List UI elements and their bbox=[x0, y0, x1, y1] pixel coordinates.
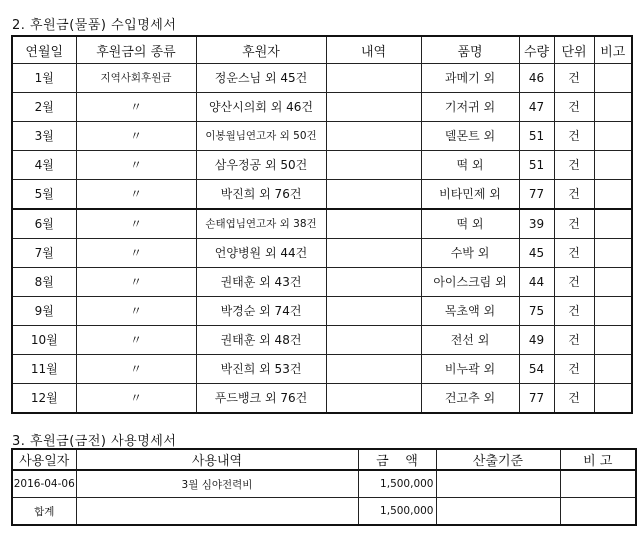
cell-note bbox=[594, 297, 632, 326]
cell-month: 8월 bbox=[12, 268, 76, 297]
cell-basis bbox=[436, 470, 560, 498]
cell-type: 〃 bbox=[76, 384, 196, 414]
cell-donor: 박경순 외 74건 bbox=[196, 297, 326, 326]
cell-unit: 건 bbox=[554, 151, 594, 180]
table-row bbox=[12, 470, 636, 498]
cell-item: 전선 외 bbox=[421, 326, 519, 355]
cell-month: 11월 bbox=[12, 355, 76, 384]
table-row bbox=[12, 180, 632, 210]
cell-qty: 49 bbox=[519, 326, 554, 355]
header-detail: 내역 bbox=[326, 36, 421, 64]
cell-detail bbox=[326, 384, 421, 414]
cell-item: 비누곽 외 bbox=[421, 355, 519, 384]
cell-item: 목초액 외 bbox=[421, 297, 519, 326]
cell-detail bbox=[326, 180, 421, 210]
cell-qty: 77 bbox=[519, 180, 554, 210]
cell-detail bbox=[326, 355, 421, 384]
cell-unit: 건 bbox=[554, 239, 594, 268]
cell-usage: 3월 심야전력비 bbox=[76, 470, 358, 498]
cell-qty: 46 bbox=[519, 64, 554, 93]
cell-note bbox=[594, 64, 632, 93]
cell-detail bbox=[326, 239, 421, 268]
cell-item: 떡 외 bbox=[421, 209, 519, 239]
table-row bbox=[12, 297, 632, 326]
cell-donor: 박진희 외 53건 bbox=[196, 355, 326, 384]
cell-type: 〃 bbox=[76, 326, 196, 355]
cell-detail bbox=[326, 326, 421, 355]
cell-month: 12월 bbox=[12, 384, 76, 414]
cell-item: 수박 외 bbox=[421, 239, 519, 268]
cell-type: 〃 bbox=[76, 297, 196, 326]
table-row bbox=[12, 122, 632, 151]
cell-unit: 건 bbox=[554, 268, 594, 297]
cell-month: 1월 bbox=[12, 64, 76, 93]
cell-donor: 권태훈 외 43건 bbox=[196, 268, 326, 297]
cell-item: 비타민제 외 bbox=[421, 180, 519, 210]
cell-note bbox=[594, 326, 632, 355]
cell-item: 떡 외 bbox=[421, 151, 519, 180]
cell-note bbox=[594, 355, 632, 384]
cell-donor: 양산시의회 외 46건 bbox=[196, 93, 326, 122]
cell-month: 2월 bbox=[12, 93, 76, 122]
table-row bbox=[12, 93, 632, 122]
cell-basis bbox=[436, 498, 560, 526]
cell-qty: 75 bbox=[519, 297, 554, 326]
cell-month: 3월 bbox=[12, 122, 76, 151]
table-header-row bbox=[12, 449, 636, 470]
cell-month: 9월 bbox=[12, 297, 76, 326]
cell-item: 아이스크림 외 bbox=[421, 268, 519, 297]
cell-detail bbox=[326, 297, 421, 326]
table-row bbox=[12, 151, 632, 180]
cell-month: 4월 bbox=[12, 151, 76, 180]
cell-unit: 건 bbox=[554, 209, 594, 239]
cell-note bbox=[594, 268, 632, 297]
header-usage: 사용내역 bbox=[76, 449, 358, 470]
cell-type: 〃 bbox=[76, 93, 196, 122]
cell-item: 건고추 외 bbox=[421, 384, 519, 414]
cell-type: 〃 bbox=[76, 355, 196, 384]
cell-detail bbox=[326, 64, 421, 93]
cell-detail bbox=[326, 93, 421, 122]
cell-detail bbox=[326, 268, 421, 297]
cell-item: 기저귀 외 bbox=[421, 93, 519, 122]
usage-section-title: 3. 후원금(금전) 사용명세서 bbox=[12, 434, 177, 449]
header-type: 후원금의 종류 bbox=[76, 36, 196, 64]
cell-note bbox=[594, 239, 632, 268]
table-row bbox=[12, 64, 632, 93]
cell-item: 델몬트 외 bbox=[421, 122, 519, 151]
cell-note bbox=[594, 384, 632, 414]
cell-note bbox=[560, 498, 636, 526]
cell-qty: 51 bbox=[519, 122, 554, 151]
cell-note bbox=[594, 209, 632, 239]
cell-month: 5월 bbox=[12, 180, 76, 210]
table-row bbox=[12, 355, 632, 384]
header-amount: 금 액 bbox=[358, 449, 436, 470]
cell-month: 7월 bbox=[12, 239, 76, 268]
cell-detail bbox=[326, 209, 421, 239]
cell-qty: 44 bbox=[519, 268, 554, 297]
table-row bbox=[12, 268, 632, 297]
header-donor: 후원자 bbox=[196, 36, 326, 64]
cell-note bbox=[594, 122, 632, 151]
table-row bbox=[12, 384, 632, 414]
cell-date: 2016-04-06 bbox=[12, 470, 76, 498]
cell-qty: 39 bbox=[519, 209, 554, 239]
table-row bbox=[12, 239, 632, 268]
cell-month: 10월 bbox=[12, 326, 76, 355]
cell-type: 〃 bbox=[76, 268, 196, 297]
cell-note bbox=[594, 93, 632, 122]
cell-type: 〃 bbox=[76, 122, 196, 151]
income-section-title: 2. 후원금(물품) 수입명세서 bbox=[12, 18, 177, 33]
cell-donor: 삼우정공 외 50건 bbox=[196, 151, 326, 180]
cell-qty: 45 bbox=[519, 239, 554, 268]
cell-qty: 51 bbox=[519, 151, 554, 180]
cell-type: 〃 bbox=[76, 239, 196, 268]
header-item: 품명 bbox=[421, 36, 519, 64]
cell-donor: 언양병원 외 44건 bbox=[196, 239, 326, 268]
cell-usage bbox=[76, 498, 358, 526]
header-basis: 산출기준 bbox=[436, 449, 560, 470]
cell-donor: 권태훈 외 48건 bbox=[196, 326, 326, 355]
cell-unit: 건 bbox=[554, 355, 594, 384]
cell-note bbox=[560, 470, 636, 498]
cell-note bbox=[594, 151, 632, 180]
cell-detail bbox=[326, 151, 421, 180]
cell-unit: 건 bbox=[554, 93, 594, 122]
header-use-date: 사용일자 bbox=[12, 449, 76, 470]
cell-detail bbox=[326, 122, 421, 151]
cell-donor: 이봉월님연고자 외 50건 bbox=[196, 122, 326, 151]
cell-unit: 건 bbox=[554, 122, 594, 151]
cell-unit: 건 bbox=[554, 384, 594, 414]
table-row bbox=[12, 326, 632, 355]
donation-goods-income-table bbox=[11, 35, 633, 414]
table-row bbox=[12, 498, 636, 526]
cell-donor: 정운스님 외 45건 bbox=[196, 64, 326, 93]
cell-donor: 푸드뱅크 외 76건 bbox=[196, 384, 326, 414]
cell-donor: 박진희 외 76건 bbox=[196, 180, 326, 210]
cell-type: 〃 bbox=[76, 151, 196, 180]
cell-total-label: 합계 bbox=[12, 498, 76, 526]
table-header-row bbox=[12, 36, 632, 64]
table-row bbox=[12, 209, 632, 239]
header-qty: 수량 bbox=[519, 36, 554, 64]
cell-qty: 77 bbox=[519, 384, 554, 414]
cell-qty: 54 bbox=[519, 355, 554, 384]
cell-month: 6월 bbox=[12, 209, 76, 239]
header-unit: 단위 bbox=[554, 36, 594, 64]
cell-total-amount: 1,500,000 bbox=[358, 498, 436, 526]
cell-unit: 건 bbox=[554, 180, 594, 210]
cell-item: 과메기 외 bbox=[421, 64, 519, 93]
cell-type: 〃 bbox=[76, 209, 196, 239]
cell-unit: 건 bbox=[554, 64, 594, 93]
header-note: 비 고 bbox=[560, 449, 636, 470]
cell-donor: 손태엽님연고자 외 38건 bbox=[196, 209, 326, 239]
donation-cash-usage-table bbox=[11, 448, 637, 526]
header-note: 비고 bbox=[594, 36, 632, 64]
cell-qty: 47 bbox=[519, 93, 554, 122]
cell-note bbox=[594, 180, 632, 210]
header-date: 연월일 bbox=[12, 36, 76, 64]
cell-type: 〃 bbox=[76, 180, 196, 210]
cell-amount: 1,500,000 bbox=[358, 470, 436, 498]
cell-unit: 건 bbox=[554, 326, 594, 355]
cell-unit: 건 bbox=[554, 297, 594, 326]
cell-type: 지역사회후원금 bbox=[76, 64, 196, 93]
